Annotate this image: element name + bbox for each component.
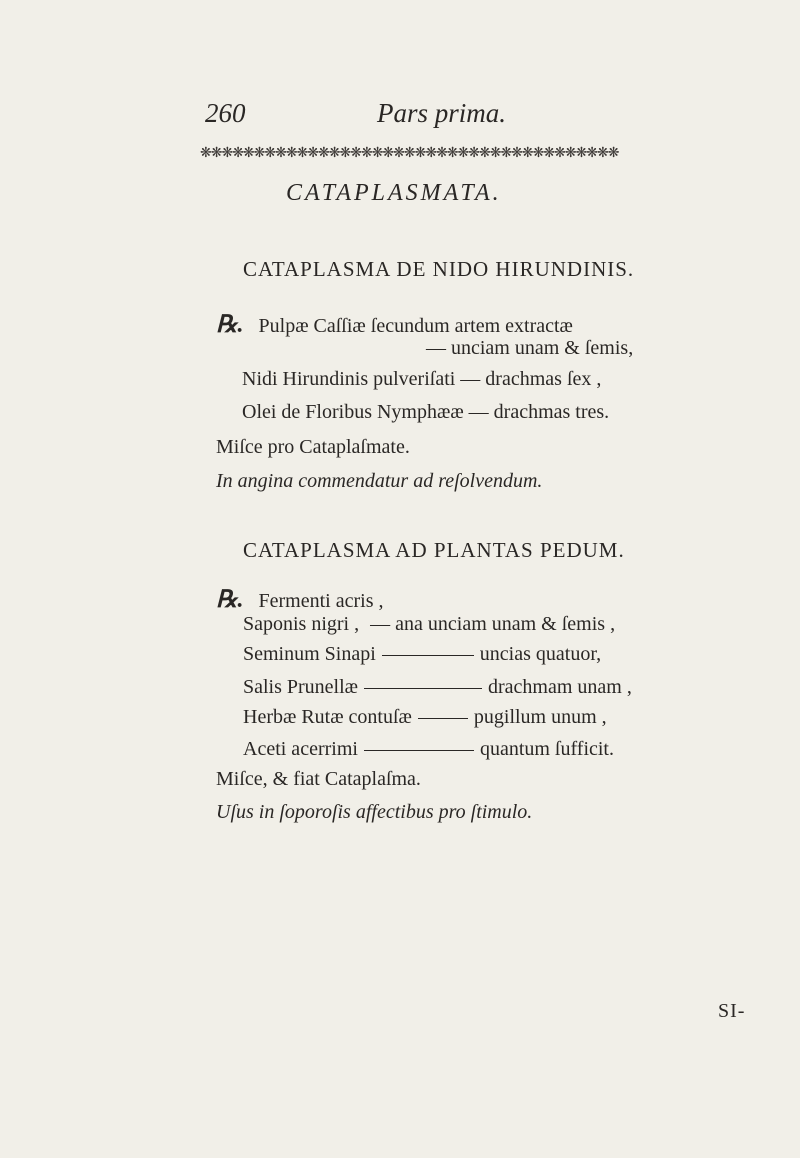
instruction-text: Miſce pro Cataplaſmate. bbox=[216, 436, 410, 458]
ingredient-name: Herbæ Rutæ contuſæ bbox=[243, 706, 412, 728]
ingredient-name: Aceti acerrimi bbox=[243, 738, 358, 760]
recipe-title-plantas-pedum: CATAPLASMA AD PLANTAS PEDUM. bbox=[243, 538, 625, 562]
dash-rule bbox=[364, 688, 482, 689]
ingredient-line bbox=[243, 706, 607, 729]
ingredient-line bbox=[243, 738, 614, 761]
ingredient-text: Pulpæ Caſſiæ ſecundum artem extractæ bbox=[258, 315, 573, 337]
instruction-text: Miſce, & fiat Cataplaſma. bbox=[216, 768, 421, 790]
dash-rule bbox=[418, 718, 468, 719]
ornament-band: ❋❋❋❋❋❋❋❋❋❋❋❋❋❋❋❋❋❋❋❋❋❋❋❋❋❋❋❋❋❋❋❋❋❋❋❋❋❋❋ bbox=[200, 146, 619, 161]
page-number: 260 bbox=[205, 98, 246, 128]
recipe-line bbox=[216, 585, 383, 614]
ingredient-name: Saponis nigri , bbox=[243, 613, 360, 635]
dash-rule bbox=[382, 655, 474, 656]
usage-note: In angina commendatur ad reſolvendum. bbox=[216, 470, 543, 492]
ingredient-quantity: — ana unciam unam & ſemis , bbox=[370, 613, 616, 635]
ingredient-quantity: drachmam unam , bbox=[488, 676, 632, 698]
ingredient-name: Seminum Sinapi bbox=[243, 643, 376, 665]
ingredient-quantity: pugillum unum , bbox=[473, 706, 607, 728]
ingredient-quantity: — unciam unam & ſemis, bbox=[426, 337, 634, 359]
dash-rule bbox=[364, 750, 474, 751]
running-title: Pars prima. bbox=[377, 98, 507, 128]
recipe-line bbox=[216, 310, 573, 339]
ingredient-line bbox=[243, 676, 632, 699]
ingredient-line bbox=[243, 643, 601, 666]
recipe-symbol: ℞. bbox=[216, 587, 244, 613]
section-title: CATAPLASMATA. bbox=[286, 180, 502, 206]
ingredient-text: Nidi Hirundinis pulveriſati — drachmas ſex , bbox=[242, 368, 602, 390]
ingredient-text: Olei de Floribus Nymphææ — drachmas tres. bbox=[242, 401, 610, 423]
ingredient-text: Fermenti acris , bbox=[258, 590, 384, 612]
usage-note: Uſus in ſoporoſis affectibus pro ſtimulo. bbox=[216, 801, 533, 823]
ingredient-quantity: uncias quatuor, bbox=[479, 643, 602, 665]
catchword: SI- bbox=[718, 1000, 746, 1022]
recipe-title-nido-hirundinis: CATAPLASMA DE NIDO HIRUNDINIS. bbox=[243, 257, 635, 281]
ingredient-name: Salis Prunellæ bbox=[243, 676, 359, 698]
ingredient-quantity: quantum ſufficit. bbox=[479, 738, 614, 760]
recipe-symbol: ℞. bbox=[216, 312, 244, 338]
ingredient-line bbox=[243, 613, 615, 636]
